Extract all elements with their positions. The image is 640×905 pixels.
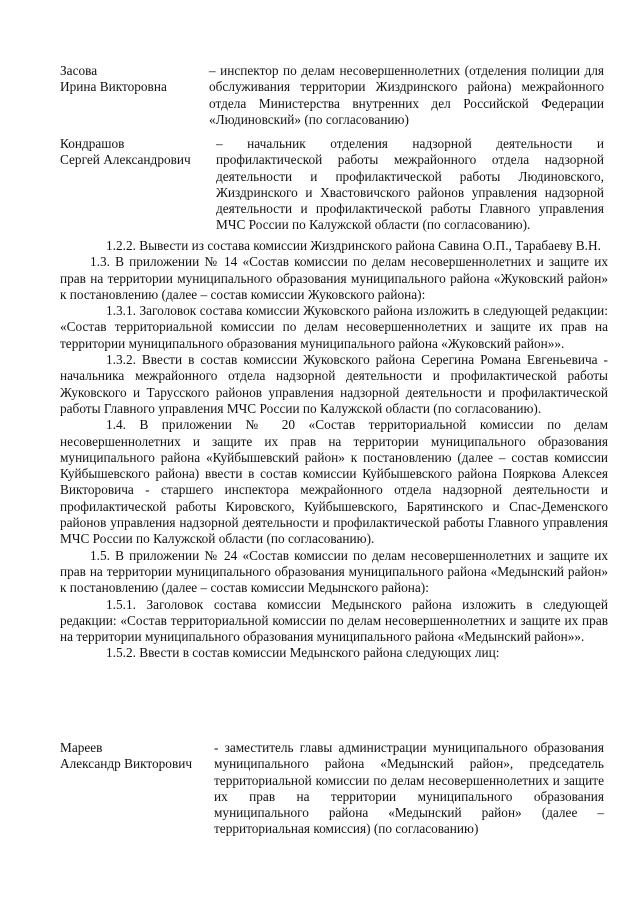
member-name — [60, 136, 210, 169]
member-description: – инспектор по делам несовершеннолетних (отделения полиции для обслуживания территории Жиздринского района) межрайонного отдела Министерства внутренних дел Российской Федерации «Людиновский» (по согласованию) — [209, 63, 604, 127]
paragraph-1-2-2: 1.2.2. Вывести из состава комиссии Жиздринского района Савина О.П., Тарабаеву В.Н. — [106, 238, 601, 253]
paragraph-1-3: 1.3. В приложении № 14 «Состав комиссии по делам несовершеннолетних и защите их прав на территории муниципального образования муниципального района «Жуковский район» к постановлению (далее – состав комиссии Жуковского района): — [60, 254, 608, 302]
member-given-names: Александр Викторович — [60, 756, 193, 772]
member-name — [60, 63, 210, 96]
member-surname: Кондрашов — [60, 136, 125, 151]
paragraph-1-4: 1.4. В приложении № 20 «Состав территориальной комиссии по делам несовершеннолетних и защите их прав на территории муниципального образования муниципального района «Куйбышевский район» к постановлению (далее – состав комиссии Куйбышевского района) ввести в состав комиссии Куйбышевского района Пояркова Алексея Викторовича - старшего инспектора межрайонного отдела надзорной деятельности и профилактической работы Кировского, Куйбышевского, Барятинского и Спас-Деменского районов управления надзорной деятельности и профилактической работы Главного управления МЧС России по Калужской области (по согласованию). — [60, 417, 608, 547]
member-surname: Засова — [60, 63, 98, 78]
paragraph-1-5-1: 1.5.1. Заголовок состава комиссии Медынского района изложить в следующей редакции: «Состав территориальной комиссии по делам несовершеннолетних и защите их прав на территории муниципального образования муниципального района «Медынский район»». — [60, 596, 608, 645]
paragraph-1-3-2: 1.3.2. Ввести в состав комиссии Жуковского района Серегина Романа Евгеньевича - начальника межрайонного отдела надзорной деятельности и профилактической работы Жуковского и Тарусского районов управления надзорной деятельности и профилактической работы Главного управления МЧС России по Калужской области (по согласованию). — [60, 352, 608, 416]
paragraph-1-3-1: 1.3.1. Заголовок состава комиссии Жуковского района изложить в следующей редакции: «Состав территориальной комиссии по делам несовершеннолетних и защите их прав на территории муниципального образования муниципального района «Жуковский район»». — [60, 303, 608, 351]
member-given-names: Сергей Александрович — [60, 152, 191, 168]
member-surname: Мареев — [60, 740, 103, 755]
paragraph-1-5-2: 1.5.2. Ввести в состав комиссии Медынского района следующих лиц: — [106, 645, 500, 661]
member-description: - заместитель главы администрации муниципального образования муниципального района «Медынский район», председатель территориальной комиссии по делам несовершеннолетних и защите их прав на территории муниципального образования муниципального района «Медынский район» (далее – территориальная комиссия) (по согласованию) — [214, 740, 604, 837]
member-name — [60, 740, 210, 773]
member-given-names: Ирина Викторовна — [60, 79, 167, 95]
paragraph-1-5: 1.5. В приложении № 24 «Состав комиссии по делам несовершеннолетних и защите их прав на территории муниципального образования муниципального района «Медынский район» к постановлению (далее – состав комиссии Медынского района): — [60, 547, 608, 596]
document-body — [60, 238, 608, 662]
member-description: – начальник отделения надзорной деятельности и профилактической работы межрайонного отдела надзорной деятельности и профилактической работы Людиновского, Жиздринского и Хвастовичского районов управления надзорной деятельности и профилактической работы Главного управления МЧС России по Калужской области (по согласованию). — [216, 136, 604, 233]
